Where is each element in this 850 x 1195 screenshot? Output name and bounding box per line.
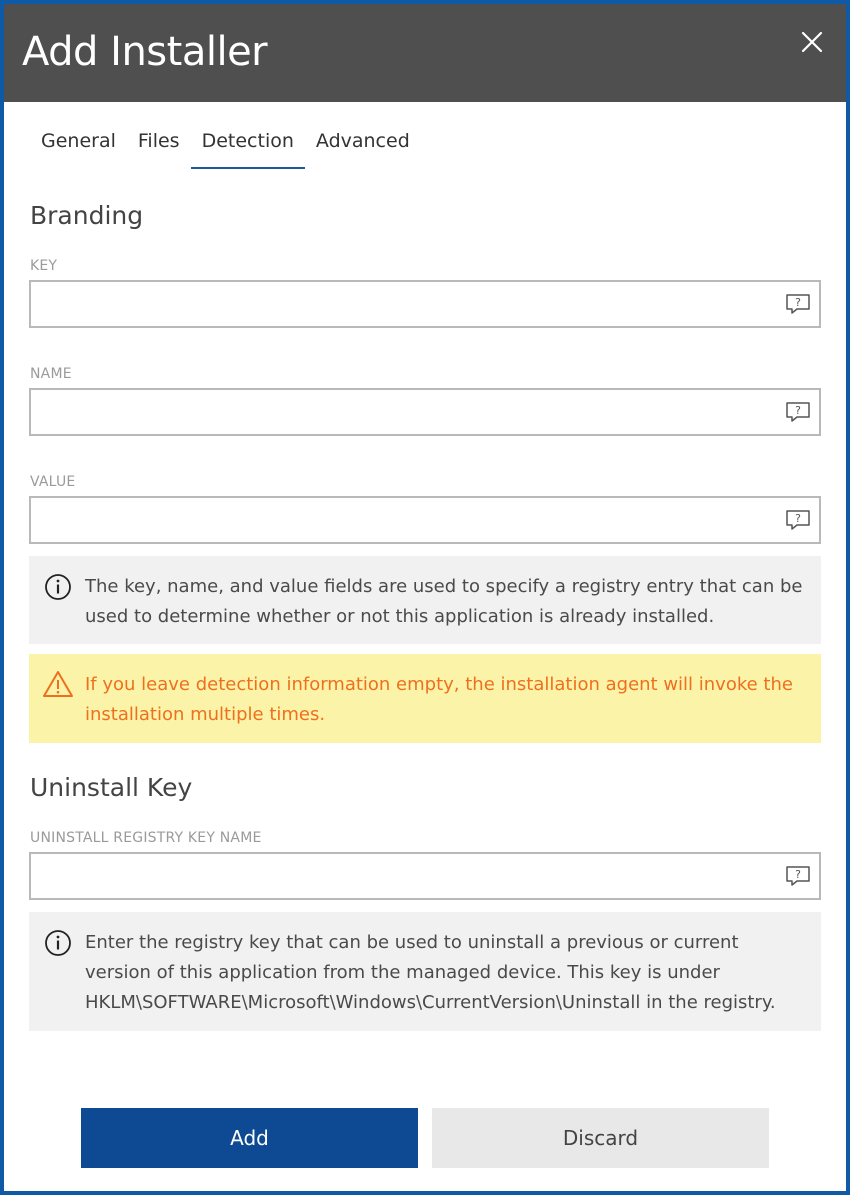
tab-detection[interactable]: Detection bbox=[191, 130, 305, 170]
help-icon[interactable] bbox=[785, 865, 811, 887]
info-icon bbox=[44, 929, 72, 957]
uninstall-section-title: Uninstall Key bbox=[30, 773, 193, 802]
close-icon[interactable] bbox=[800, 30, 824, 54]
name-field-container bbox=[29, 388, 821, 436]
detection-warning-text: If you leave detection information empty, the installation agent will invoke the installation multiple times. bbox=[85, 674, 793, 725]
key-field-container bbox=[29, 280, 821, 328]
name-label: NAME bbox=[30, 366, 72, 382]
tab-bar bbox=[30, 130, 421, 170]
help-icon[interactable] bbox=[785, 401, 811, 423]
uninstall-registry-label: UNINSTALL REGISTRY KEY NAME bbox=[30, 830, 262, 846]
uninstall-info-text: Enter the registry key that can be used to uninstall a previous or current version of this application from the managed device. This key is under HKLM\SOFTWARE\Microsoft\Windows\CurrentVersion\Uninstall in the registry. bbox=[85, 932, 776, 1013]
dialog-title: Add Installer bbox=[22, 29, 268, 75]
svg-text:?: ? bbox=[795, 868, 801, 881]
value-input[interactable] bbox=[31, 498, 771, 542]
tab-advanced[interactable]: Advanced bbox=[315, 130, 410, 152]
key-input[interactable] bbox=[31, 282, 771, 326]
dialog-titlebar bbox=[4, 4, 846, 102]
uninstall-registry-input[interactable] bbox=[31, 854, 771, 898]
add-button[interactable]: Add bbox=[81, 1108, 418, 1168]
uninstall-info-box bbox=[29, 912, 821, 1031]
svg-text:?: ? bbox=[795, 512, 801, 525]
discard-button[interactable]: Discard bbox=[432, 1108, 769, 1168]
detection-warning-box bbox=[29, 654, 821, 743]
svg-text:?: ? bbox=[795, 404, 801, 417]
svg-text:?: ? bbox=[795, 296, 801, 309]
value-label: VALUE bbox=[30, 474, 76, 490]
branding-info-box bbox=[29, 556, 821, 644]
uninstall-field-container bbox=[29, 852, 821, 900]
help-icon[interactable] bbox=[785, 509, 811, 531]
key-label: KEY bbox=[30, 258, 58, 274]
name-input[interactable] bbox=[31, 390, 771, 434]
info-icon bbox=[44, 573, 72, 601]
help-icon[interactable] bbox=[785, 293, 811, 315]
value-field-container bbox=[29, 496, 821, 544]
tab-files[interactable]: Files bbox=[137, 130, 180, 152]
tab-general[interactable]: General bbox=[41, 130, 116, 152]
branding-info-text: The key, name, and value fields are used to specify a registry entry that can be used to determine whether or not this application is already installed. bbox=[85, 576, 803, 627]
warning-icon bbox=[42, 669, 74, 699]
branding-section-title: Branding bbox=[30, 201, 144, 230]
